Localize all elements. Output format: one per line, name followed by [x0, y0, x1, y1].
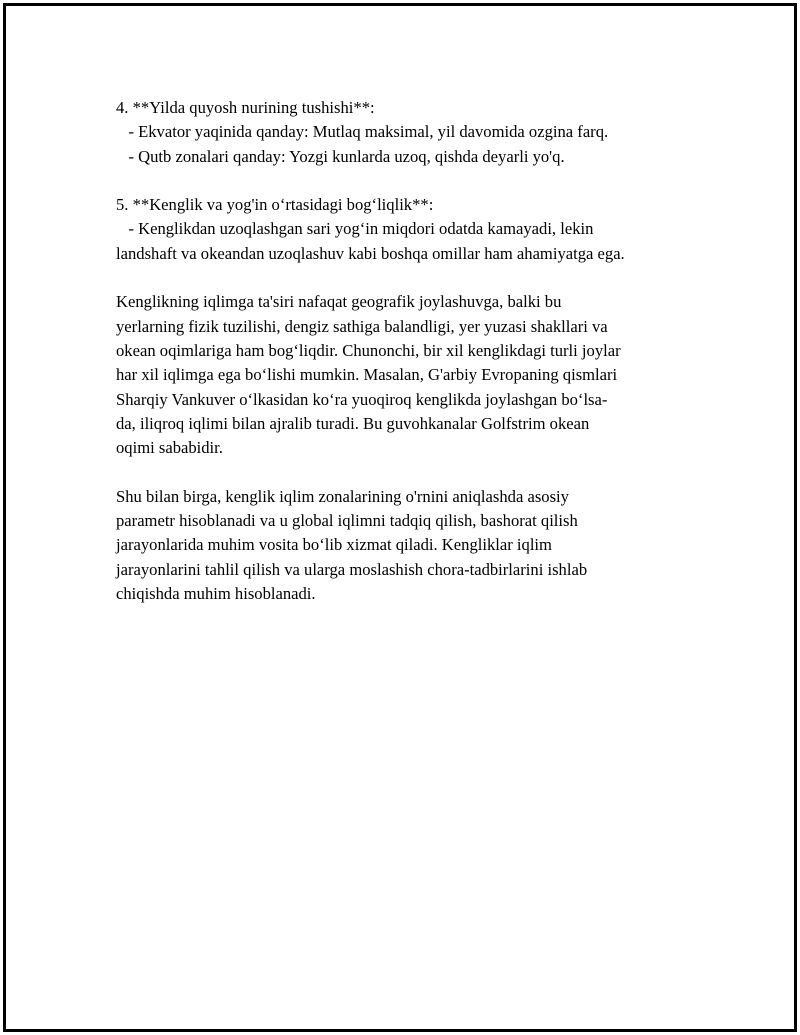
spacer: [116, 460, 696, 484]
section-4-heading: 4. **Yilda quyosh nurining tushishi**:: [116, 98, 375, 117]
paragraph-2-line: parametr hisoblanadi va u global iqlimni tadqiq qilish, bashorat qilish: [116, 511, 578, 531]
paragraph-2: [116, 485, 696, 606]
section-5-bullet-line: landshaft va okeandan uzoqlashuv kabi boshqa omillar ham ahamiyatga ega.: [116, 243, 625, 263]
paragraph-2-line: Shu bilan birga, kenglik iqlim zonalarining o'rnini aniqlashda asosiy: [116, 486, 569, 506]
section-5-heading: 5. **Kenglik va yog'in o‘rtasidagi bog‘liqlik**:: [116, 195, 434, 215]
section-5: [116, 193, 696, 266]
paragraph-2-line: jarayonlarida muhim vosita bo‘lib xizmat qiladi. Kengliklar iqlim: [116, 535, 552, 555]
paragraph-1-line: oqimi sababidir.: [116, 438, 223, 458]
spacer: [116, 169, 696, 193]
section-4: [116, 96, 696, 169]
paragraph-2-line: jarayonlarini tahlil qilish va ularga moslashish chora-tadbirlarini ishlab: [116, 559, 588, 579]
paragraph-1-line: da, iliqroq iqlimi bilan ajralib turadi. Bu guvohkanalar Golfstrim okean: [116, 413, 590, 433]
paragraph-1-line: Kenglikning iqlimga ta'siri nafaqat geografik joylashuvga, balki bu: [116, 292, 562, 312]
paragraph-2-line: chiqishda muhim hisoblanadi.: [116, 583, 316, 603]
section-4-bullet-polar: - Qutb zonalari qanday: Yozgi kunlarda uzoq, qishda deyarli yo'q.: [116, 146, 565, 166]
section-5-bullet-line: - Kenglikdan uzoqlashgan sari yog‘in miqdori odatda kamayadi, lekin: [116, 219, 594, 239]
paragraph-1-line: okean oqimlariga ham bog‘liqdir. Chunonchi, bir xil kenglikdagi turli joylar: [116, 340, 621, 360]
paragraph-1-line: yerlarning fizik tuzilishi, dengiz sathiga balandligi, yer yuzasi shakllari va: [116, 316, 608, 336]
spacer: [116, 266, 696, 290]
paragraph-1: [116, 290, 696, 460]
document-body: [116, 96, 696, 606]
section-4-bullet-equator: - Ekvator yaqinida qanday: Mutlaq maksimal, yil davomida ozgina farq.: [116, 122, 609, 142]
paragraph-1-line: har xil iqlimga ega bo‘lishi mumkin. Masalan, G'arbiy Evropaning qismlari: [116, 365, 618, 385]
paragraph-1-line: Sharqiy Vankuver o‘lkasidan ko‘ra yuoqiroq kenglikda joylashgan bo‘lsa-: [116, 389, 608, 409]
